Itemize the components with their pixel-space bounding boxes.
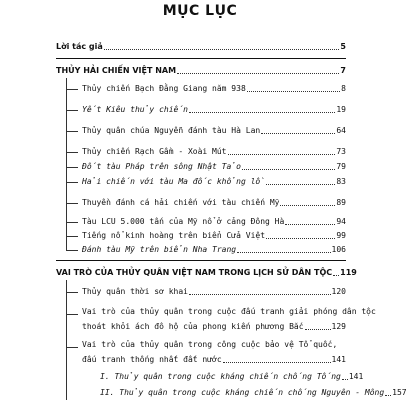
toc-section[interactable]	[56, 266, 357, 278]
section-divider	[56, 58, 346, 59]
toc-entry-page: 89	[336, 198, 346, 207]
leader-dots	[261, 132, 335, 134]
toc-entry-page: 129	[331, 322, 346, 331]
toc-section[interactable]	[56, 64, 346, 76]
toc-entry-page: 83	[336, 177, 346, 186]
leader-dots	[285, 223, 335, 225]
tree-tick	[66, 89, 78, 90]
tree-tick	[66, 182, 78, 183]
tree-tick	[66, 292, 78, 293]
toc-entry[interactable]	[82, 320, 346, 332]
leader-dots	[228, 153, 336, 155]
toc-entry[interactable]	[82, 353, 346, 365]
toc-entry-label: Lời tác giả	[56, 42, 103, 51]
toc-entry-page: 5	[340, 42, 346, 51]
tree-tick	[66, 167, 78, 168]
toc-entry-label: Tàu LCU 5.000 tấn của Mỹ nổ ở cảng Đông Hà	[82, 217, 285, 226]
leader-dots	[237, 251, 330, 253]
toc-entry-label: thoát khỏi ách đô hộ của phong kiến phương Bắc	[82, 322, 304, 331]
toc-entry[interactable]	[82, 160, 346, 172]
toc-entry[interactable]	[100, 386, 407, 398]
toc-entry[interactable]	[82, 124, 346, 136]
toc-entry[interactable]	[56, 40, 346, 52]
page-title: MỤC LỤC	[162, 3, 238, 19]
tree-line	[66, 280, 67, 400]
toc-entry[interactable]	[82, 145, 346, 157]
tree-tick	[66, 314, 78, 315]
leader-dots	[266, 183, 335, 185]
toc-entry-label: VAI TRÒ CỦA THỦY QUÂN VIỆT NAM TRONG LỊCH SỬ DÂN TỘC	[56, 268, 333, 277]
leader-dots	[223, 361, 331, 363]
toc-entry-page: 119	[340, 268, 357, 277]
tree-tick	[66, 131, 78, 132]
tree-line	[66, 78, 67, 250]
leader-dots	[189, 293, 331, 295]
toc-entry-page: 157	[392, 388, 407, 397]
toc-entry-label: Thuyền đánh cá hải chiến với tàu chiến Mỹ	[82, 198, 280, 207]
toc-entry-label: Yết Kiêu thủy chiến	[82, 105, 188, 114]
toc-entry-page: 19	[336, 105, 346, 114]
tree-tick	[66, 152, 78, 153]
toc-entry[interactable]	[82, 175, 346, 187]
toc-entry-page: 120	[331, 287, 346, 296]
toc-entry-page: 106	[331, 245, 346, 254]
toc-entry-label: Thủy chiến Bạch Đằng Giang năm 938	[82, 84, 246, 93]
toc-entry-label: II. Thủy quân trong cuộc kháng chiến chống Nguyên - Mông	[100, 388, 385, 397]
leader-dots	[189, 111, 335, 113]
toc-entry-label-line1: Vai trò của thủy quân trong cuộc đấu tranh giải phóng dân tộc	[82, 307, 376, 316]
toc-entry-page: 99	[336, 231, 346, 240]
tree-tick	[66, 222, 78, 223]
tree-tick	[66, 203, 78, 204]
toc-entry-label: THỦY HẢI CHIẾN VIỆT NAM	[56, 66, 177, 75]
toc-entry-label: Đánh tàu Mỹ trên biển Nha Trang	[82, 245, 237, 254]
toc-entry-page: 7	[340, 66, 346, 75]
tree-tick	[66, 250, 78, 251]
leader-dots	[104, 48, 340, 50]
leader-dots	[280, 204, 335, 206]
toc-entry[interactable]	[82, 243, 346, 255]
toc-entry-page: 64	[336, 126, 346, 135]
leader-dots	[342, 378, 348, 380]
toc-entry-label: Đốt tàu Pháp trên sông Nhật Tảo	[82, 162, 241, 171]
toc-entry-label: I. Thủy quân trong cuộc kháng chiến chống Tống	[100, 372, 341, 381]
toc-entry[interactable]	[82, 82, 346, 94]
leader-dots	[247, 90, 340, 92]
tree-tick	[66, 347, 78, 348]
toc-entry-label: Hải chiến với tàu Ma đốc khổng lồ	[82, 177, 266, 186]
toc-entry[interactable]	[82, 229, 346, 241]
toc-entry-page: 8	[341, 84, 346, 93]
toc-entry-label: Thủy quân chúa Nguyễn đánh tàu Hà Lan	[82, 126, 261, 135]
leader-dots	[333, 274, 339, 276]
toc-entry[interactable]	[82, 103, 346, 115]
toc-entry-page: 141	[348, 372, 364, 381]
leader-dots	[177, 72, 339, 74]
toc-entry[interactable]	[82, 215, 346, 227]
toc-entry[interactable]	[82, 285, 346, 297]
tree-tick	[66, 110, 78, 111]
tree-tick	[66, 236, 78, 237]
toc-entry-label-line1: Vai trò của thủy quân trong công cuộc bảo vệ Tổ quốc,	[82, 340, 338, 349]
toc-entry-page: 94	[336, 217, 346, 226]
toc-entry[interactable]	[100, 370, 364, 382]
toc-entry-page: 141	[331, 355, 346, 364]
toc-entry-label: Thủy chiến Rạch Gầm - Xoài Mút	[82, 147, 227, 156]
toc-entry-page: 73	[336, 147, 346, 156]
leader-dots	[242, 168, 335, 170]
leader-dots	[385, 394, 391, 396]
toc-entry-label: đấu tranh thống nhất đất nước	[82, 355, 222, 364]
toc-entry[interactable]	[82, 196, 346, 208]
leader-dots	[305, 328, 331, 330]
toc-entry-label: Tiếng nổ kinh hoàng trên biển Cửa Việt	[82, 231, 266, 240]
toc-entry-label: Thủy quân thời sơ khai	[82, 287, 188, 296]
leader-dots	[266, 237, 335, 239]
toc-entry-page: 79	[336, 162, 346, 171]
section-divider	[56, 260, 346, 261]
